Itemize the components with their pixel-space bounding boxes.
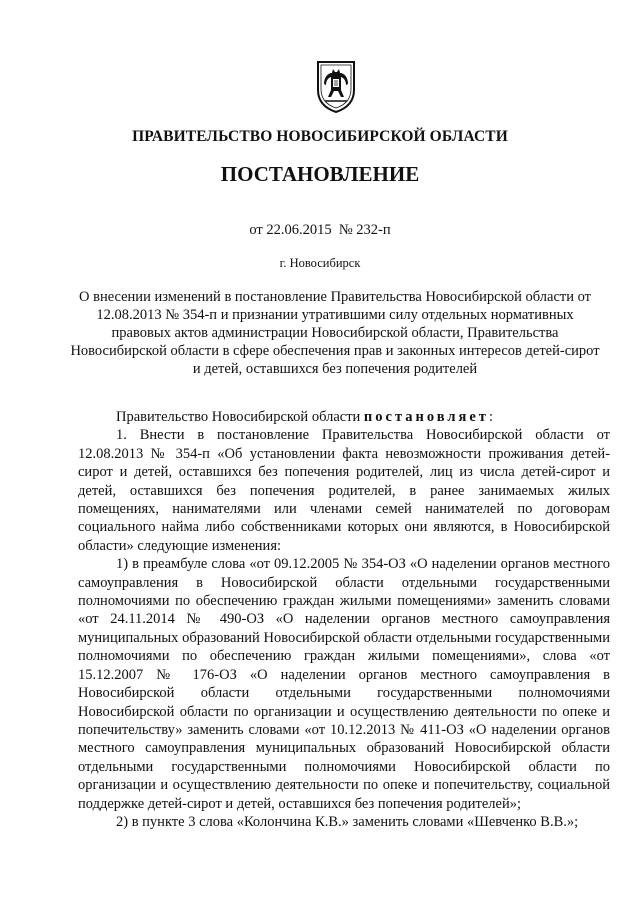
decree-word: постановляет	[363, 409, 489, 425]
document-subject: О внесении изменений в постановление Правительства Новосибирской области от 12.08.2013 № 354-п и признании утратившими силу отдельных нормативных правовых актов администрации Новосибирской области, Правительства Новосибирской области в сфере обеспечения прав и законных интересов детей-сирот и детей, оставшихся без попечения родителей	[70, 289, 600, 377]
intro-text: Правительство Новосибирской области	[116, 409, 361, 425]
item-1-1-paragraph: 1) в преамбуле слова «от 09.12.2005 № 354-ОЗ «О наделении органов местного самоуправления в Новосибирской области отдельными государственными полномочиями по обеспечению граждан жилыми помещениями» заменить словами «от 24.11.2014 № 490-ОЗ «О наделении органов местного самоуправления муниципальных образований Новосибирской области отдельными государственными полномочиями по обеспечению граждан жилыми помещениями», слова «от 15.12.2007 № 176-ОЗ «О наделении органов местного самоуправления в Новосибирской области отдельными государственными полномочиями Новосибирской области по организации и осуществлению деятельности по опеке и попечительству» заменить словами «от 10.12.2013 № 411-ОЗ «О наделении органов местного самоуправления муниципальных образований Новосибирской области отдельными государственными полномочиями Новосибирской области по организации и осуществлению деятельности по опеке и попечительству, социальной поддержке детей-сирот и детей, оставшихся без попечения родителей»;	[78, 556, 610, 812]
item-1-paragraph: 1. Внести в постановление Правительства Новосибирской области от 12.08.2013 № 354-п «Об установлении факта невозможности проживания детей-сирот и детей, оставшихся без попечения родителей, лиц из числа детей-сирот и детей, оставшихся без попечения родителей, в ранее занимаемых жилых помещениях, нанимателями или членами семей нанимателей по договорам социального найма либо собственниками которых они являются, в Новосибирской области» следующие изменения:	[78, 427, 610, 554]
document-body	[78, 408, 610, 831]
city-line: г. Новосибирск	[279, 256, 361, 270]
intro-paragraph	[78, 408, 610, 426]
item-1-2-paragraph: 2) в пункте 3 слова «Колончина К.В.» заменить словами «Шевченко В.В.»;	[116, 813, 579, 830]
organization-title: ПРАВИТЕЛЬСТВО НОВОСИБИРСКОЙ ОБЛАСТИ	[132, 128, 508, 145]
document-type-title: ПОСТАНОВЛЕНИЕ	[220, 162, 420, 186]
date-and-number: от 22.06.2015 № 232-п	[249, 222, 391, 238]
coat-of-arms-icon	[316, 60, 356, 114]
intro-colon: :	[488, 409, 493, 425]
